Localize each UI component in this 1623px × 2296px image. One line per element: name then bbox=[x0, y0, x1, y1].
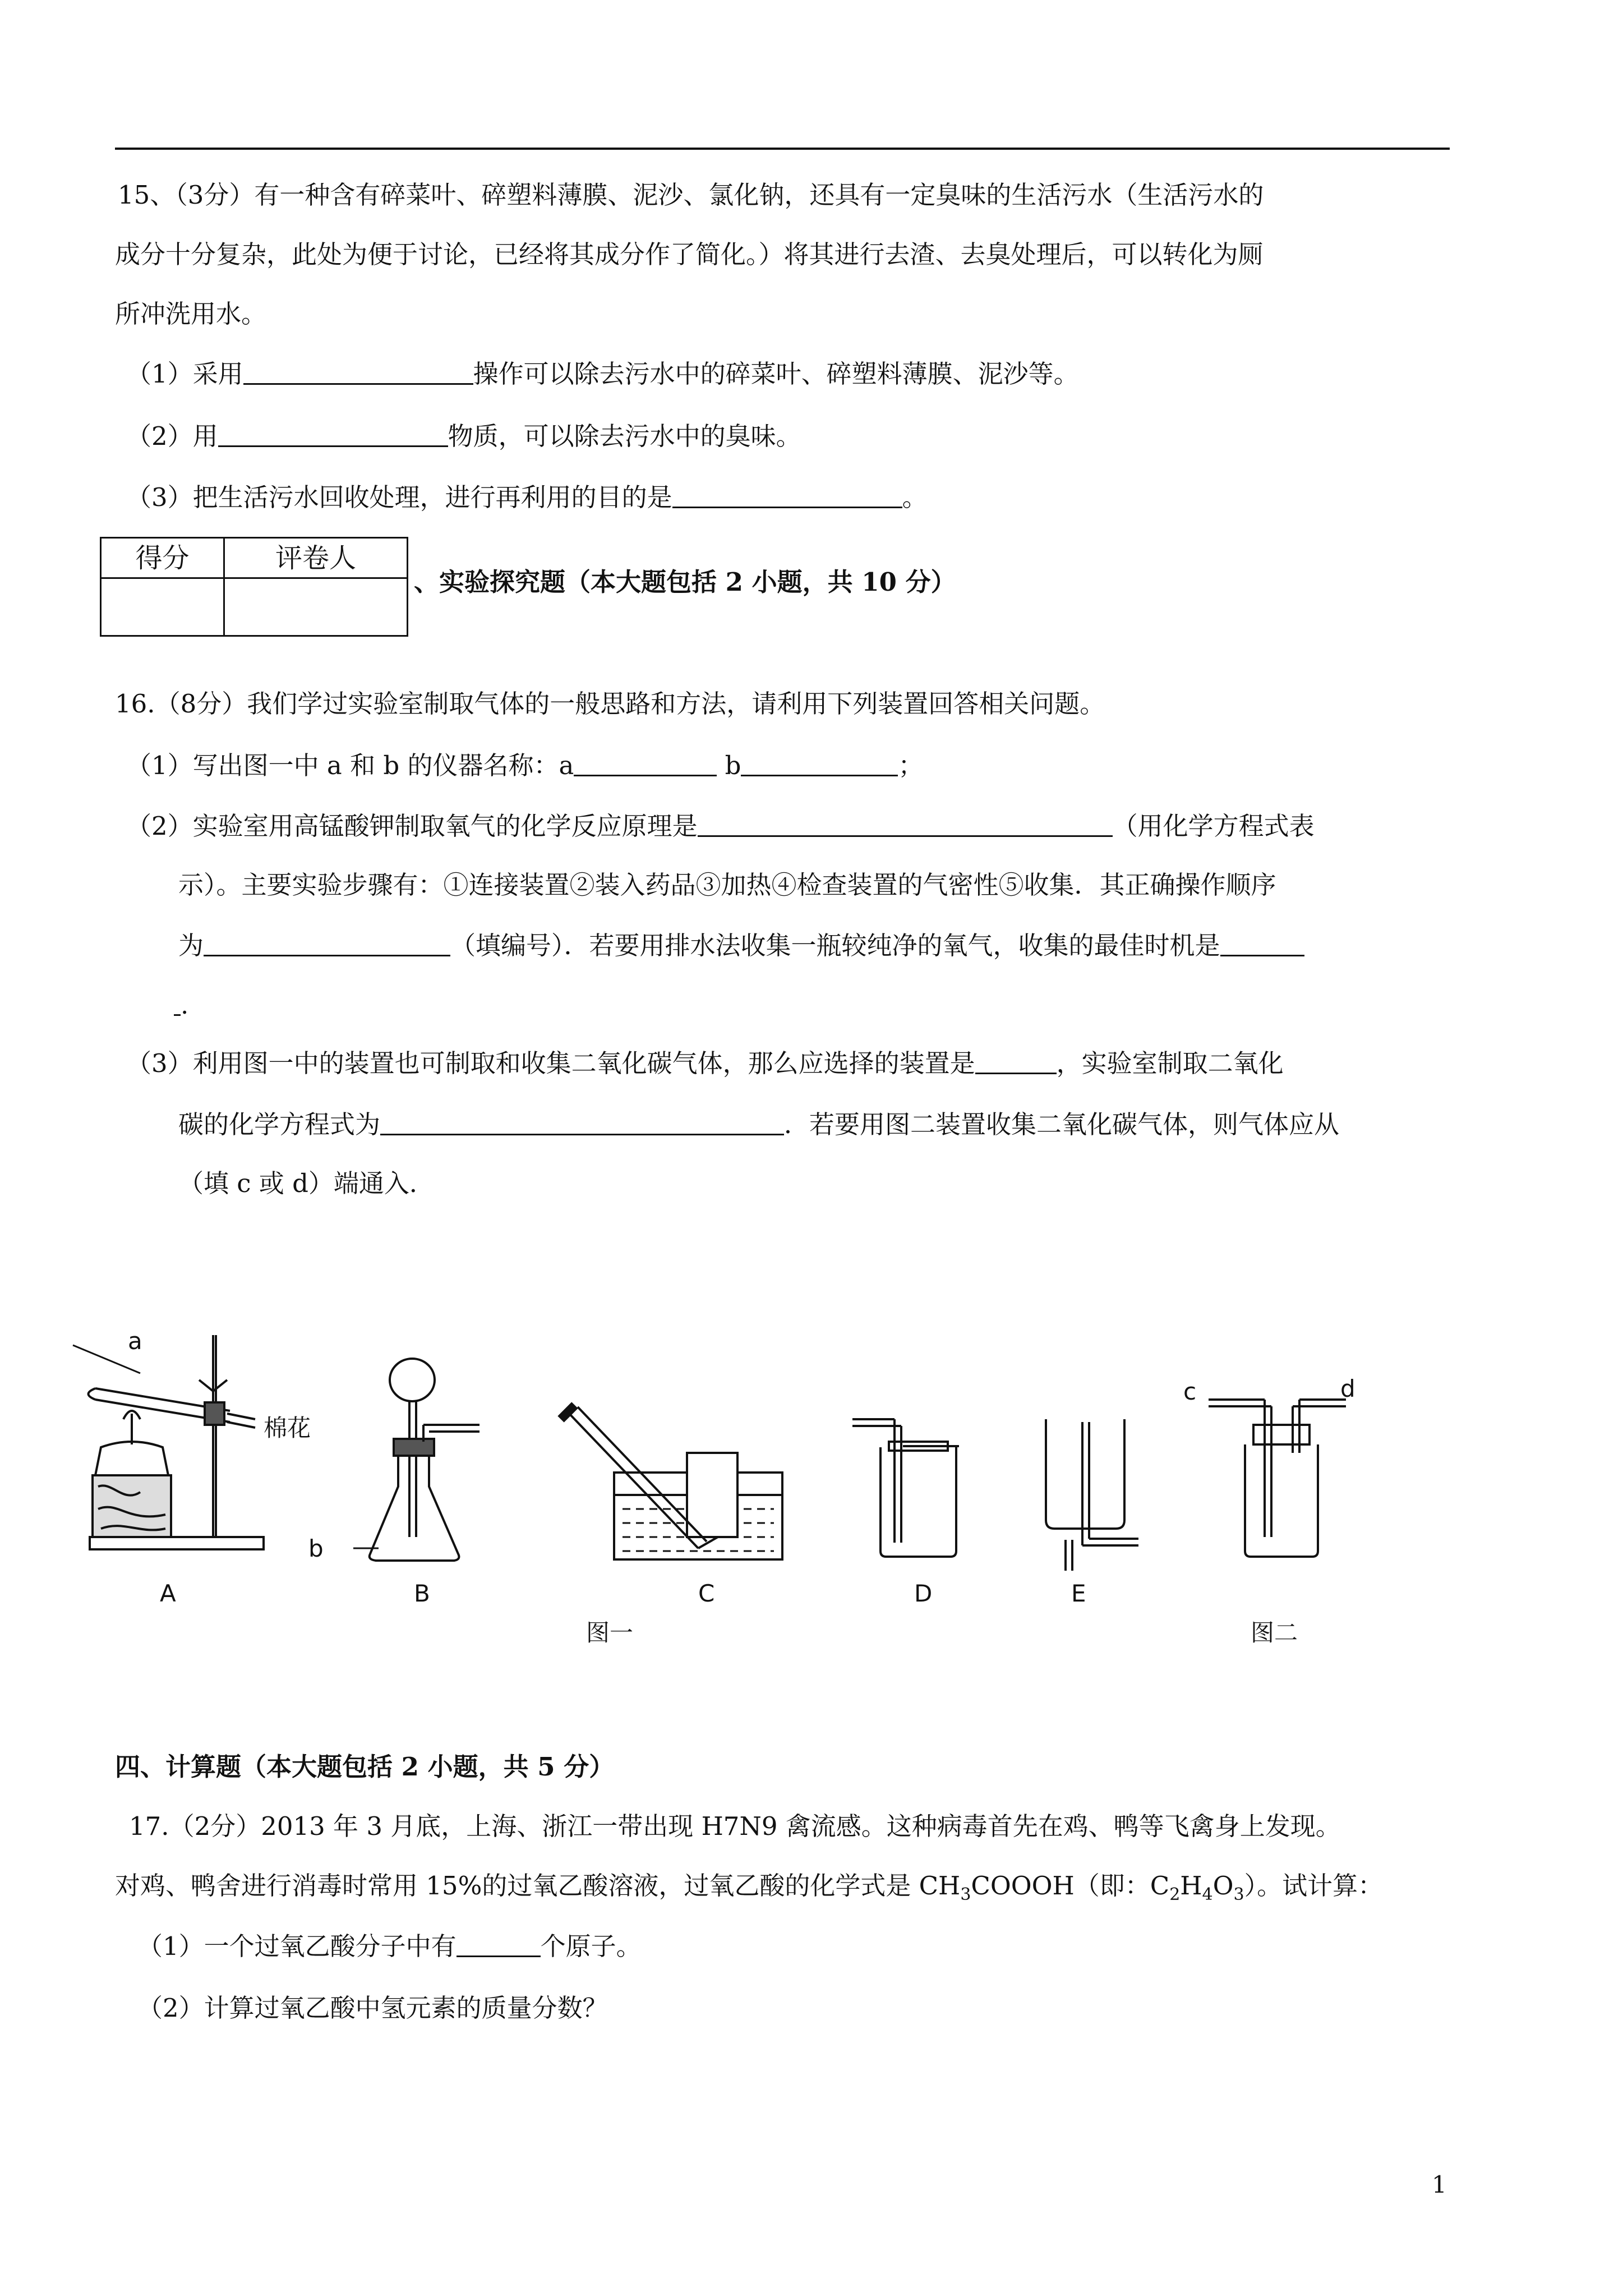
q17-sub2: （2）计算过氧乙酸中氢元素的质量分数？ bbox=[137, 1993, 608, 2023]
q16-sub2-line4 bbox=[174, 988, 188, 1022]
q15-blank2[interactable] bbox=[218, 423, 448, 447]
q16-sub2-line2: 示）。主要实验步骤有：①连接装置②装入药品③加热④检查装置的气密性⑤收集．其正确操作顺序 bbox=[178, 870, 1276, 900]
apparatus-figure bbox=[62, 1335, 1419, 1649]
label-a: a bbox=[128, 1335, 142, 1355]
q16-sub1-mid: b bbox=[717, 751, 741, 780]
q15-sub2-pre: （2）用 bbox=[126, 421, 218, 451]
q16-sub1-pre: （1）写出图一中 a 和 b 的仪器名称：a bbox=[126, 751, 574, 780]
label-b: b bbox=[308, 1535, 324, 1562]
q17-l2-mid: COOOH（即：C bbox=[971, 1871, 1170, 1901]
q17-sub1-post: 个原子。 bbox=[540, 1931, 642, 1961]
label-cotton: 棉花 bbox=[264, 1414, 311, 1442]
score-table bbox=[100, 537, 408, 637]
q16-blank-a[interactable] bbox=[574, 752, 717, 776]
apparatus-d bbox=[852, 1419, 959, 1557]
q16-sub3-l2-post: ．若要用图二装置收集二氧化碳气体，则气体应从 bbox=[784, 1110, 1340, 1139]
q15-blank3[interactable] bbox=[672, 484, 902, 508]
apparatus-b bbox=[353, 1359, 479, 1561]
q17-sub-3b: 3 bbox=[1233, 1885, 1244, 1904]
q17-l2-pre: 对鸡、鸭舍进行消毒时常用 15%的过氧乙酸溶液，过氧乙酸的化学式是 CH bbox=[115, 1871, 961, 1901]
apparatus-e bbox=[1046, 1419, 1138, 1571]
q16-sub3-l1-pre: （3）利用图一中的装置也可制取和收集二氧化碳气体，那么应选择的装置是 bbox=[126, 1048, 975, 1078]
q17-l2-h: H bbox=[1180, 1871, 1202, 1901]
label-apparatus-b: B bbox=[414, 1580, 430, 1607]
q17-sub1-pre: （1）一个过氧乙酸分子中有 bbox=[137, 1931, 457, 1961]
q17-sub-4: 4 bbox=[1202, 1885, 1213, 1904]
q17-sub-2: 2 bbox=[1169, 1885, 1181, 1904]
apparatus-fig2 bbox=[1209, 1400, 1346, 1557]
label-figure2: 图二 bbox=[1251, 1619, 1298, 1646]
label-figure1: 图一 bbox=[586, 1619, 634, 1646]
label-apparatus-c: C bbox=[698, 1580, 715, 1607]
q16-sub2-l3-pre: 为 bbox=[178, 931, 204, 960]
q16-blank-apparatus[interactable] bbox=[975, 1050, 1057, 1074]
q15-sub3 bbox=[126, 481, 928, 514]
q15-sub2-post: 物质，可以除去污水中的臭味。 bbox=[448, 421, 801, 451]
q16-sub2-line1 bbox=[126, 809, 1315, 843]
apparatus-a bbox=[73, 1335, 264, 1549]
q15-line1: 15、（3分）有一种含有碎菜叶、碎塑料薄膜、泥沙、氯化钠，还具有一定臭味的生活污水（生活污水的 bbox=[118, 180, 1264, 210]
q17-line2 bbox=[115, 1869, 1383, 1912]
q16-sub1-post: ； bbox=[898, 751, 924, 780]
q16-sub3-line2 bbox=[178, 1108, 1339, 1142]
q15-sub3-post: 。 bbox=[902, 482, 928, 512]
q16-sub2-l3-post: （填编号）．若要用排水法收集一瓶较纯净的氧气，收集的最佳时机是 bbox=[450, 931, 1220, 960]
label-apparatus-e: E bbox=[1071, 1580, 1086, 1607]
q16-sub3-line3: （填 c 或 d）端通入． bbox=[178, 1168, 435, 1198]
q16-intro: 16.（8分）我们学过实验室制取气体的一般思路和方法，请利用下列装置回答相关问题。 bbox=[115, 689, 1105, 719]
q16-sub2-line3 bbox=[178, 929, 1304, 963]
q16-blank-timing-cont[interactable] bbox=[174, 992, 181, 1016]
label-apparatus-d: D bbox=[914, 1580, 933, 1607]
q16-blank-equation2[interactable] bbox=[380, 1111, 784, 1135]
score-cell[interactable] bbox=[102, 579, 225, 635]
section4-title: 四、计算题（本大题包括 2 小题，共 5 分） bbox=[115, 1752, 615, 1782]
apparatus-c bbox=[561, 1405, 782, 1559]
q15-blank1[interactable] bbox=[243, 361, 473, 385]
q15-sub3-pre: （3）把生活污水回收处理，进行再利用的目的是 bbox=[126, 482, 672, 512]
q16-blank-order[interactable] bbox=[204, 932, 450, 956]
q16-sub3-l2-pre: 碳的化学方程式为 bbox=[178, 1110, 381, 1139]
q16-blank-equation1[interactable] bbox=[698, 813, 1113, 837]
q15-line3: 所冲洗用水。 bbox=[115, 299, 267, 329]
label-d: d bbox=[1340, 1375, 1355, 1402]
q16-sub2-l4: . bbox=[181, 990, 189, 1020]
q17-l2-o: O bbox=[1212, 1871, 1234, 1901]
q16-sub3-line1 bbox=[126, 1047, 1284, 1080]
q17-l2-post: ）。试计算： bbox=[1244, 1871, 1384, 1901]
header-rule bbox=[115, 148, 1450, 150]
q15-sub1-pre: （1）采用 bbox=[126, 359, 243, 389]
section3-title: 、实验探究题（本大题包括 2 小题，共 10 分） bbox=[414, 567, 956, 597]
q16-sub1 bbox=[126, 749, 923, 783]
q17-line1: 17.（2分）2013 年 3 月底，上海、浙江一带出现 H7N9 禽流感。这种病毒首先在鸡、鸭等飞禽身上发现。 bbox=[129, 1811, 1341, 1841]
label-c: c bbox=[1183, 1378, 1197, 1405]
q15-sub2 bbox=[126, 420, 801, 453]
q17-sub-3a: 3 bbox=[960, 1885, 971, 1904]
q16-sub2-pre: （2）实验室用高锰酸钾制取氧气的化学反应原理是 bbox=[126, 811, 698, 841]
label-apparatus-a: A bbox=[160, 1580, 176, 1607]
grader-header: 评卷人 bbox=[225, 539, 407, 579]
q15-line2: 成分十分复杂，此处为便于讨论，已经将其成分作了简化。）将其进行去渣、去臭处理后，可以转化为厕 bbox=[115, 240, 1264, 269]
q17-blank-atoms[interactable] bbox=[457, 1933, 541, 1957]
q15-sub1 bbox=[126, 357, 1079, 391]
score-header: 得分 bbox=[102, 539, 225, 579]
q17-sub1 bbox=[137, 1930, 642, 1963]
q16-sub3-l1-post: ，实验室制取二氧化 bbox=[1056, 1048, 1284, 1078]
q16-blank-timing[interactable] bbox=[1220, 932, 1304, 956]
page-number: 1 bbox=[1432, 2171, 1447, 2198]
q15-sub1-post: 操作可以除去污水中的碎菜叶、碎塑料薄膜、泥沙等。 bbox=[473, 359, 1079, 389]
q16-sub2-post: （用化学方程式表 bbox=[1112, 811, 1315, 841]
q16-blank-b[interactable] bbox=[741, 752, 898, 776]
